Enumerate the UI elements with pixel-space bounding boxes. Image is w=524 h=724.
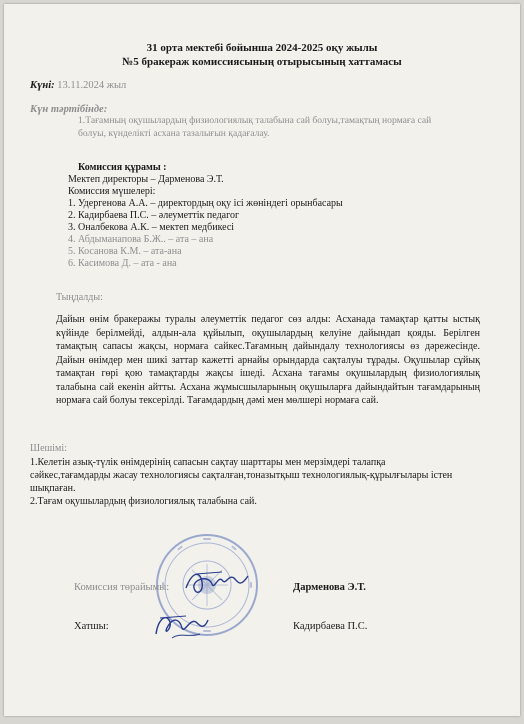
heard-label: Тыңдалды:: [56, 292, 103, 303]
heard-text: Дайын өнім бракеражы туралы әлеуметтік педагог сөз алды: Асханада тамақтар қатты ыстық күйінде берілмейді, алдын-ала құйылып, оқушылардың келуіне дайындап қояды. Берілген тамақтың сапасы жақсы, нормаға сайкес.Тағамның дайындалу технологиясы өз дәрежесінде. Дайын өнімдер мен шикі заттар кажетті арнайы орындарда сақталуы тұрады. Оқушылар сұйық тамақтан гөрі қою тамақтарды жақсы ішеді. Асхана тағамы оқушылардың физиологиялық талабына сай екенін айтты. Асхана жұмысшыларының оқушыларға дайындайтын тағамдарының нормаға сай болуы тексерілді. Тағамдардың дәмі мен мөлшері нормаға сай.: [56, 314, 480, 406]
date-value: 13.11.2024 жыл: [57, 80, 127, 91]
commission-member: 3. Оналбекова А.К. – мектеп медбикесі: [68, 222, 235, 233]
agenda-label: Күн тәртібінде:: [30, 104, 108, 115]
commission-member: 6. Касимова Д. – ата - ана: [68, 258, 177, 269]
chair-name: Дарменова Э.Т.: [293, 582, 366, 593]
agenda-line2: болуы, күнделікті асхана тазалығын қадағалау.: [78, 128, 270, 139]
decision-label: Шешімі:: [30, 443, 67, 454]
commission-chair: Мектеп директоры – Дарменова Э.Т.: [68, 174, 224, 185]
commission-member: 2. Кадирбаева П.С. – әлеуметтік педагог: [68, 210, 240, 221]
secretary-signature: [150, 608, 212, 642]
decision-line2: сәйкес,тағамдарды жасау технологиясы сақталған,тоназытқыш технологиялық-құрылғылары істен: [30, 470, 453, 481]
document-title-line1: 31 орта мектебі бойынша 2024-2025 оқу жылы: [146, 42, 378, 54]
chair-signature: [182, 566, 252, 600]
chair-label: Комиссия төрайымы:: [74, 582, 170, 593]
secretary-name: Кадирбаева П.С.: [293, 621, 368, 632]
date-label: Күні:: [30, 80, 55, 91]
secretary-label: Хатшы:: [74, 621, 109, 632]
date-line: [30, 80, 126, 91]
commission-title: Комиссия құрамы :: [78, 162, 167, 173]
commission-member: 1. Удергенова А.А. – директордың оқу ісі жөніндегі орынбасары: [68, 198, 343, 209]
decision-line4: 2.Тағам оқушылардың физиологиялық талабына сай.: [30, 496, 257, 507]
commission-member: 5. Косанова К.М. – ата-ана: [68, 246, 182, 257]
document-page: [4, 4, 520, 716]
commission-member: 4. Абдыманапова Б.Ж.. – ата – ана: [68, 234, 214, 245]
decision-line3: шықпаған.: [30, 483, 76, 494]
agenda-line1: 1.Тағамның оқушылардың физиологиялық талабына сай болуы,тамақтың нормаға сай: [78, 115, 432, 126]
document-title-line2: №5 бракераж комиссиясының отырысының хаттамасы: [122, 56, 402, 68]
decision-line1: 1.Келетін азық-түлік өнімдерінің сапасын сақтау шарттары мен мерзімдері талапқа: [30, 457, 386, 468]
commission-members-label: Комиссия мүшелері:: [68, 186, 156, 197]
